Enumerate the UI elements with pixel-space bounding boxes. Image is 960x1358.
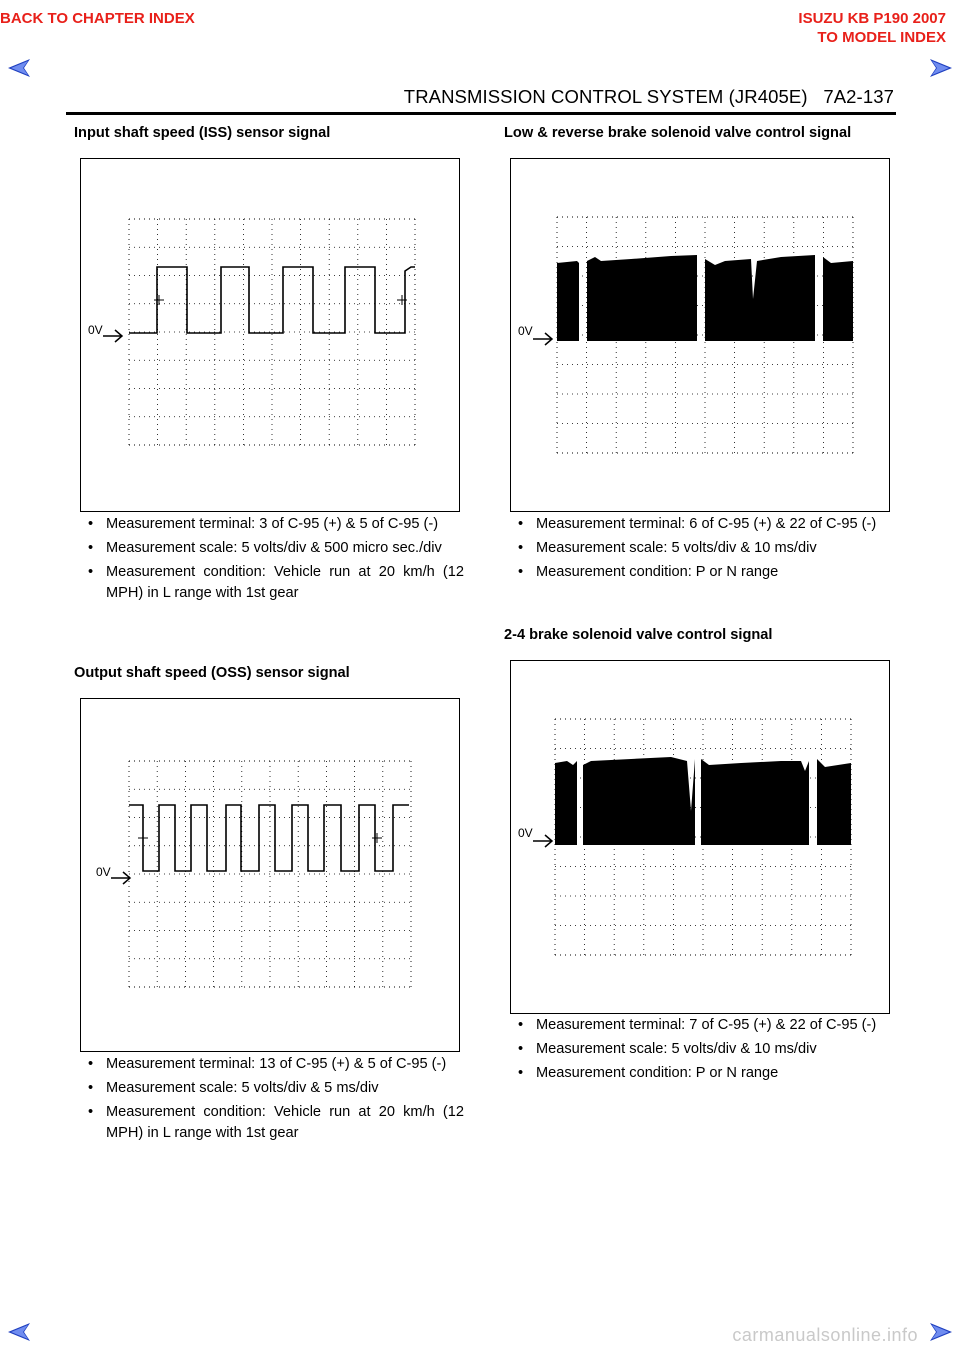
- iss-zero-volt-arrow-icon: [103, 330, 122, 342]
- b24-waveform-plot: [511, 661, 889, 1013]
- iss-scope-figure: [80, 158, 460, 512]
- previous-page-bottom-arrow-icon[interactable]: [8, 1322, 38, 1342]
- section-title: TRANSMISSION CONTROL SYSTEM (JR405E): [403, 86, 808, 107]
- iss-waveform-plot: [81, 159, 459, 511]
- b24-note-scale: • Measurement scale: 5 volts/div & 10 ms/div: [504, 1039, 896, 1060]
- b24-notes: [504, 1015, 896, 1087]
- watermark: carmanualsonline.info: [732, 1325, 918, 1345]
- b24-waveform-block-1: [555, 761, 577, 845]
- iss-heading: Input shaft speed (ISS) sensor signal: [74, 125, 331, 141]
- b24-scope-figure: [510, 660, 890, 1014]
- next-page-arrow-icon[interactable]: [922, 58, 952, 78]
- lr-waveform-block-4: [823, 257, 853, 341]
- scope-graticule: [129, 761, 411, 987]
- scope-graticule: [129, 219, 415, 445]
- lr-waveform-plot: [511, 159, 889, 511]
- b24-waveform-block-3: [701, 759, 809, 845]
- oss-note-terminal: • Measurement terminal: 13 of C-95 (+) & 5 of C-95 (-): [74, 1054, 464, 1075]
- page-number: 7A2-137: [823, 86, 894, 107]
- iss-note-terminal: • Measurement terminal: 3 of C-95 (+) & 5 of C-95 (-): [74, 514, 464, 535]
- lr-waveform-block-3: [705, 255, 815, 341]
- oss-notes: [74, 1054, 464, 1147]
- lr-note-terminal: • Measurement terminal: 6 of C-95 (+) & 22 of C-95 (-): [504, 514, 896, 535]
- lr-zero-volt-label: 0V: [518, 324, 533, 338]
- lr-scope-figure: [510, 158, 890, 512]
- previous-page-arrow-icon[interactable]: [8, 58, 38, 78]
- back-to-chapter-index-link[interactable]: BACK TO CHAPTER INDEX: [0, 10, 195, 27]
- lr-notes: [504, 514, 896, 586]
- model-name-link[interactable]: ISUZU KB P190 2007: [798, 10, 946, 27]
- lr-note-scale: • Measurement scale: 5 volts/div & 10 ms/div: [504, 538, 896, 559]
- b24-note-condition: • Measurement condition: P or N range: [504, 1063, 896, 1084]
- page-header: [404, 86, 894, 108]
- iss-notes: [74, 514, 464, 607]
- lr-zero-volt-arrow-icon: [533, 333, 552, 345]
- iss-note-condition: • Measurement condition: Vehicle run at 20 km/h (12 MPH) in L range with 1st gear: [74, 562, 464, 604]
- oss-waveform: [129, 805, 409, 871]
- b24-waveform-block-2: [583, 757, 695, 845]
- lr-heading: Low & reverse brake solenoid valve control signal: [504, 125, 852, 141]
- b24-heading: 2-4 brake solenoid valve control signal: [504, 627, 773, 643]
- oss-scope-figure: [80, 698, 460, 1052]
- to-model-index-link[interactable]: TO MODEL INDEX: [817, 29, 946, 46]
- b24-zero-volt-arrow-icon: [533, 835, 552, 847]
- iss-zero-volt-label: 0V: [88, 323, 103, 337]
- oss-zero-volt-label: 0V: [96, 865, 111, 879]
- iss-note-scale: • Measurement scale: 5 volts/div & 500 micro sec./div: [74, 538, 464, 559]
- header-rule: [66, 112, 896, 115]
- oss-note-scale: • Measurement scale: 5 volts/div & 5 ms/div: [74, 1078, 464, 1099]
- oss-zero-volt-arrow-icon: [111, 872, 130, 884]
- lr-note-condition: • Measurement condition: P or N range: [504, 562, 896, 583]
- oss-heading: Output shaft speed (OSS) sensor signal: [74, 665, 350, 681]
- next-page-bottom-arrow-icon[interactable]: [922, 1322, 952, 1342]
- b24-note-terminal: • Measurement terminal: 7 of C-95 (+) & 22 of C-95 (-): [504, 1015, 896, 1036]
- b24-waveform-block-4: [817, 759, 851, 845]
- b24-zero-volt-label: 0V: [518, 826, 533, 840]
- lr-waveform-block-2: [587, 255, 697, 341]
- lr-waveform-block-1: [557, 261, 579, 341]
- oss-waveform-plot: [81, 699, 459, 1051]
- oss-note-condition: • Measurement condition: Vehicle run at 20 km/h (12 MPH) in L range with 1st gear: [74, 1102, 464, 1144]
